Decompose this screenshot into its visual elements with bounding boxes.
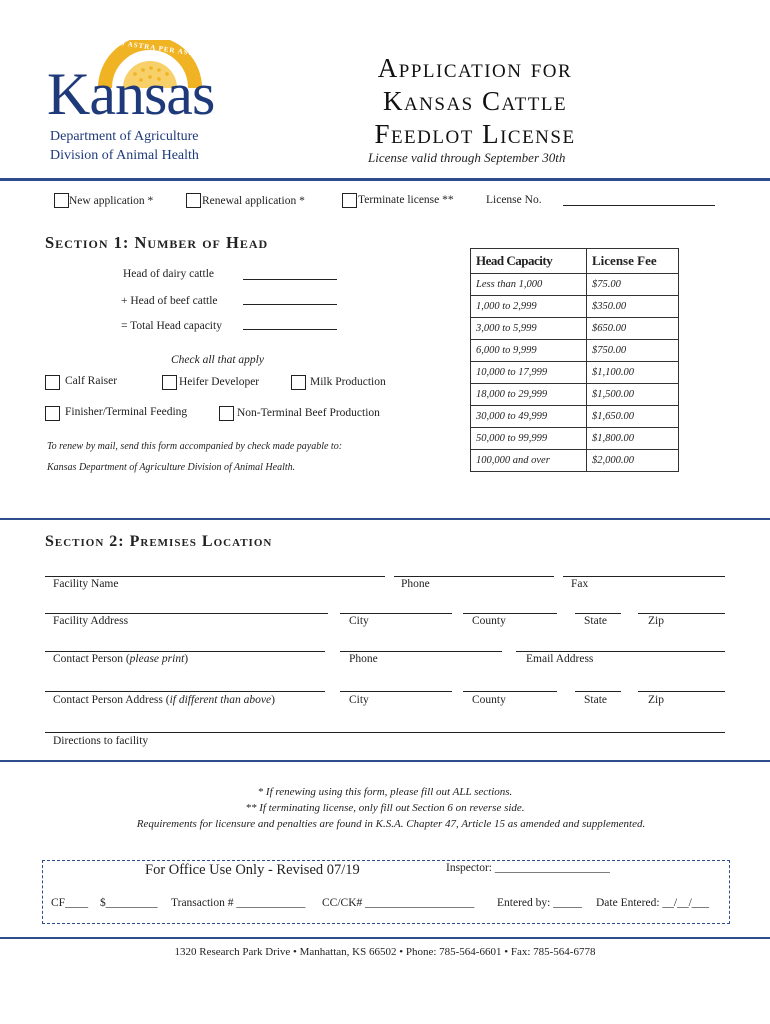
milk-production-label: Milk Production (310, 376, 386, 388)
contact-person-text: Contact Person ( (53, 653, 130, 665)
facility-address-field[interactable] (45, 613, 328, 614)
license-no-label: License No. (486, 194, 542, 206)
email-field[interactable] (516, 651, 725, 652)
facility-name-label: Facility Name (53, 578, 119, 590)
contact-address-label (53, 694, 275, 706)
zip-label: Zip (648, 615, 664, 627)
fee-row (471, 406, 679, 428)
check-all-label: Check all that apply (171, 354, 264, 366)
fee-table-header (471, 249, 679, 274)
fee-cell: $1,800.00 (587, 428, 679, 450)
non-terminal-label: Non-Terminal Beef Production (237, 407, 380, 419)
section-2-title: Section 2: Premises Location (45, 533, 273, 550)
calf-raiser-label: Calf Raiser (65, 375, 118, 387)
capacity-cell: 10,000 to 17,999 (471, 362, 587, 384)
heifer-developer-label: Heifer Developer (179, 376, 260, 388)
capacity-cell: 1,000 to 2,999 (471, 296, 587, 318)
please-print-text: please print (129, 653, 185, 665)
license-fee-table (470, 248, 679, 472)
capacity-cell: Less than 1,000 (471, 274, 587, 296)
terminate-license-label: Terminate license ** (358, 194, 454, 206)
title-line-1: Application for (377, 53, 573, 83)
heifer-developer-checkbox[interactable] (162, 375, 177, 390)
fee-cell: $1,650.00 (587, 406, 679, 428)
note-3: Requirements for licensure and penalties are found in K.S.A. Chapter 47, Article 15 as amended and supplemented. (136, 818, 646, 830)
dairy-field[interactable] (243, 279, 337, 280)
finisher-label: Finisher/Terminal Feeding (65, 406, 188, 418)
contact-city-field[interactable] (340, 691, 452, 692)
office-use-title: For Office Use Only - Revised 07/19 (145, 862, 360, 878)
renew-note-2: Kansas Department of Agriculture Division of Animal Health. (47, 462, 296, 473)
milk-production-checkbox[interactable] (291, 375, 306, 390)
section-1-title: Section 1: Number of Head (45, 233, 269, 252)
beef-label: + Head of beef cattle (121, 295, 218, 307)
fax-field[interactable] (563, 576, 725, 577)
zip-field[interactable] (638, 613, 725, 614)
contact-city-label: City (349, 694, 369, 706)
department-name: Department of Agriculture (50, 129, 199, 144)
contact-phone-label: Phone (349, 653, 378, 665)
note-2: ** If terminating license, only fill out Section 6 on reverse side. (245, 802, 525, 814)
phone-label: Phone (401, 578, 430, 590)
fee-row (471, 274, 679, 296)
new-application-label: New application * (69, 195, 154, 207)
division-name: Division of Animal Health (50, 148, 199, 163)
fee-cell: $1,500.00 (587, 384, 679, 406)
fee-row (471, 340, 679, 362)
contact-state-label: State (584, 694, 607, 706)
section-1-rule (0, 518, 770, 520)
capacity-cell: 30,000 to 49,999 (471, 406, 587, 428)
finisher-checkbox[interactable] (45, 406, 60, 421)
fee-cell: $650.00 (587, 318, 679, 340)
contact-address-field[interactable] (45, 691, 325, 692)
fee-row (471, 362, 679, 384)
contact-address-text: Contact Person Address ( (53, 694, 170, 706)
date-entered-field[interactable]: Date Entered: __/__/___ (596, 897, 710, 909)
footer-address: 1320 Research Park Drive • Manhattan, KS 66502 • Phone: 785-564-6601 • Fax: 785-564-6778 (174, 946, 596, 958)
valid-note: License valid through September 30th (368, 150, 566, 165)
form-title (340, 52, 610, 151)
state-field[interactable] (575, 613, 621, 614)
city-field[interactable] (340, 613, 452, 614)
cc-ck-field[interactable]: CC/CK# ___________________ (322, 897, 475, 909)
if-different-text: if different than above (169, 694, 272, 706)
beef-field[interactable] (243, 304, 337, 305)
close-paren: ) (271, 694, 275, 706)
capacity-cell: 50,000 to 99,999 (471, 428, 587, 450)
contact-zip-field[interactable] (638, 691, 725, 692)
contact-county-field[interactable] (463, 691, 557, 692)
fee-cell: $2,000.00 (587, 450, 679, 472)
license-no-field[interactable] (563, 205, 715, 206)
fee-row (471, 296, 679, 318)
facility-address-label: Facility Address (53, 615, 129, 627)
contact-phone-field[interactable] (340, 651, 502, 652)
contact-county-label: County (472, 694, 506, 706)
header-rule (0, 178, 770, 181)
contact-person-label (53, 653, 188, 665)
logo-wordmark: Kansas (47, 61, 215, 127)
renew-note-1: To renew by mail, send this form accompanied by check made payable to: (47, 441, 343, 452)
seal-text: AD ASTRA PER ASPERA (112, 38, 213, 60)
inspector-field[interactable]: Inspector: ____________________ (446, 862, 610, 874)
transaction-field[interactable]: Transaction # ____________ (171, 897, 306, 909)
dairy-label: Head of dairy cattle (123, 268, 214, 280)
title-line-2: Kansas Cattle (382, 86, 568, 116)
facility-name-field[interactable] (45, 576, 385, 577)
fee-row (471, 318, 679, 340)
terminate-license-checkbox[interactable] (342, 193, 357, 208)
fee-cell: $350.00 (587, 296, 679, 318)
entered-by-field[interactable]: Entered by: _____ (497, 897, 582, 909)
contact-person-field[interactable] (45, 651, 325, 652)
state-label: State (584, 615, 607, 627)
contact-zip-label: Zip (648, 694, 664, 706)
directions-field[interactable] (45, 732, 725, 733)
non-terminal-checkbox[interactable] (219, 406, 234, 421)
total-field[interactable] (243, 329, 337, 330)
county-field[interactable] (463, 613, 557, 614)
close-paren: ) (184, 653, 189, 665)
directions-label: Directions to facility (53, 735, 149, 747)
renewal-application-checkbox[interactable] (186, 193, 201, 208)
fee-row (471, 450, 679, 472)
fee-cell: $75.00 (587, 274, 679, 296)
fee-row (471, 428, 679, 450)
fee-row (471, 384, 679, 406)
section-2-rule (0, 760, 770, 762)
capacity-cell: 6,000 to 9,999 (471, 340, 587, 362)
new-application-checkbox[interactable] (54, 193, 69, 208)
phone-field[interactable] (394, 576, 554, 577)
capacity-cell: 3,000 to 5,999 (471, 318, 587, 340)
footer-rule (0, 937, 770, 939)
contact-state-field[interactable] (575, 691, 621, 692)
head-capacity-header: Head Capacity (471, 249, 587, 274)
cf-field[interactable]: CF____ (51, 897, 89, 909)
capacity-cell: 18,000 to 29,999 (471, 384, 587, 406)
capacity-cell: 100,000 and over (471, 450, 587, 472)
calf-raiser-checkbox[interactable] (45, 375, 60, 390)
email-label: Email Address (526, 653, 594, 665)
county-label: County (472, 615, 506, 627)
note-1: * If renewing using this form, please fill out ALL sections. (257, 786, 513, 798)
title-line-3: Feedlot License (374, 119, 576, 149)
fee-cell: $1,100.00 (587, 362, 679, 384)
total-label: = Total Head capacity (121, 320, 222, 332)
city-label: City (349, 615, 369, 627)
dollar-field[interactable]: $_________ (100, 897, 158, 909)
renewal-application-label: Renewal application * (202, 195, 305, 207)
license-fee-header: License Fee (587, 249, 679, 274)
fax-label: Fax (571, 578, 589, 590)
fee-cell: $750.00 (587, 340, 679, 362)
